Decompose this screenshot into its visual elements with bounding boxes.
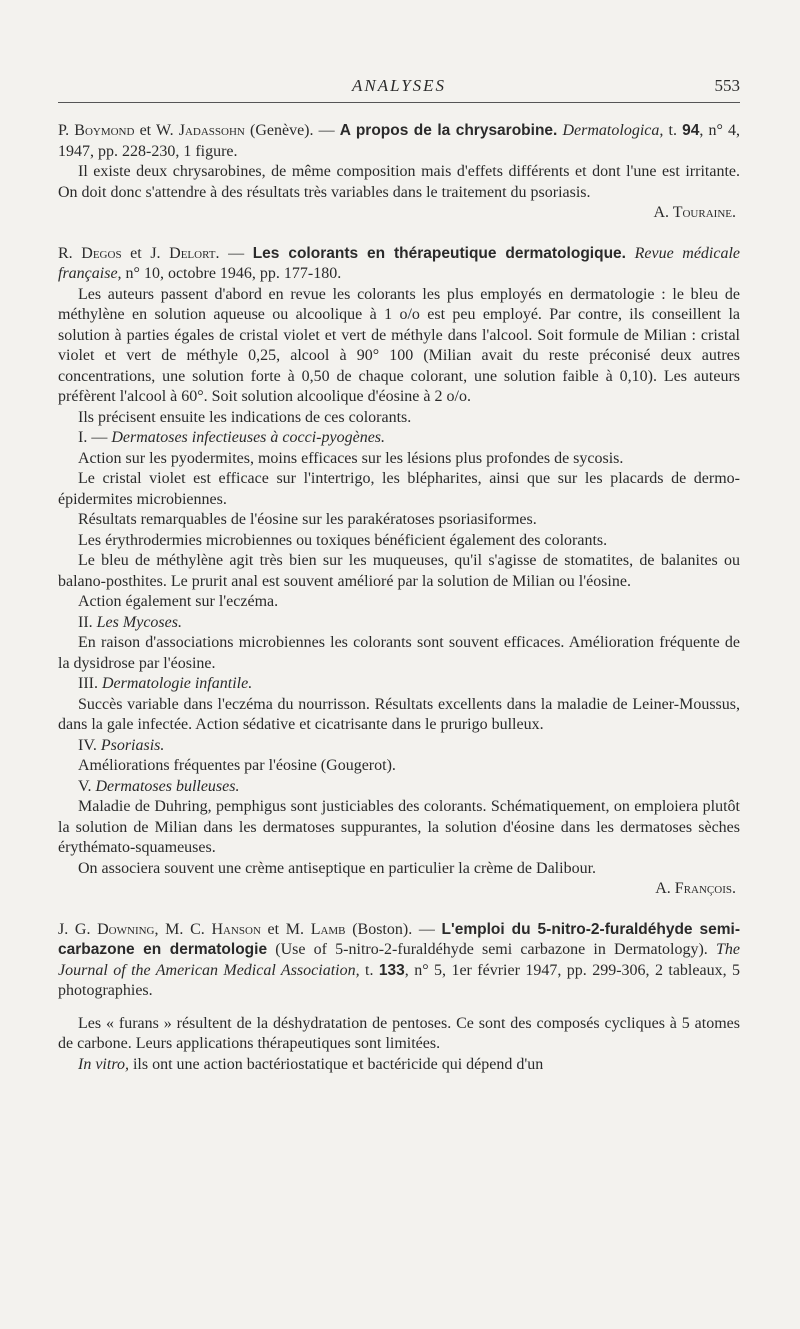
section-heading: IV. Psoriasis.	[78, 736, 165, 754]
author-name: Boymond	[74, 122, 135, 139]
volume-number: 133	[378, 961, 405, 979]
running-title: ANALYSES	[351, 76, 447, 95]
article-reference: P. Boymond et W. Jadassohn (Genève). — A propos de la chrysarobine. Dermatologica, t. 94, n° 4, 1947, pp. 228-230, 1 figure.	[58, 122, 741, 160]
paragraph: Action sur les pyodermites, moins efficaces sur les lésions plus profondes de sycosis.	[78, 449, 624, 467]
page-header	[58, 70, 740, 103]
article-boymond	[58, 121, 740, 224]
paragraph: En raison d'associations microbiennes les colorants sont souvent efficaces. Amélioration fréquente de la dysidrose par l'éosine.	[58, 634, 740, 672]
paragraph: Le bleu de méthylène agit très bien sur les muqueuses, qu'il s'agisse de stomatites, de balanites ou balano-posthites. Le prurit anal est souvent amélioré par la solution de Milian ou l'éosine.	[58, 552, 740, 590]
article-title: A propos de la chrysarobine.	[339, 122, 558, 139]
article-reference: R. Degos et J. Delort. — Les colorants en thérapeutique dermatologique. Revue médicale française, n° 10, octobre 1946, pp. 177-180.	[58, 244, 741, 282]
article-title: Les colorants en thérapeutique dermatologique.	[252, 244, 626, 262]
paragraph: Ils précisent ensuite les indications de ces colorants.	[78, 408, 412, 426]
article-subtitle: (Use of 5-nitro-2-furaldéhyde semi carbazone in Dermatology).	[267, 941, 716, 958]
page-content	[58, 121, 740, 1075]
author-name: Downing	[97, 920, 155, 938]
volume-number: 94	[682, 122, 700, 139]
page-number: 553	[714, 76, 740, 95]
author-name: Jadassohn	[178, 122, 245, 139]
document-page	[58, 70, 740, 1075]
paragraph: Améliorations fréquentes par l'éosine (Gougerot).	[78, 757, 396, 774]
paragraph: Les « furans » résultent de la déshydratation de pentoses. Ce sont des composés cycliques à 5 atomes de carbone. Leurs applications thérapeutiques sont limitées.	[58, 1014, 740, 1052]
paragraph: Maladie de Duhring, pemphigus sont justiciables des colorants. Schématiquement, on emploiera plutôt la solution de Milian dans les dermatoses suppurantes, la solution d'éosine dans les dermatoses sèches érythémato-squameuses.	[58, 798, 740, 856]
paragraph: Les auteurs passent d'abord en revue les colorants les plus employés en dermatologie : le bleu de méthylène en solution aqueuse ou alcoolique à 1 o/o est peu employé. Par contre, ils conseillent la solution à parties égales de cristal violet et vert de méthyle dans l'alcool. Soit formule de Milian : cristal violet et vert de méthyle 0,25, alcool à 90° 100 (Milian avait du reste préconisé deux autres concentrations, une solution forte à 0,50 de chaque colorant, une solution faible à 0,10). Les auteurs préfèrent l'alcool à 60°. Soit solution alcoolique d'éosine à 2 o/o.	[58, 285, 740, 405]
author-name: Lamb	[310, 920, 346, 938]
section-heading: I. — Dermatoses infectieuses à cocci-pyogènes.	[78, 429, 386, 446]
section-heading: II. Les Mycoses.	[78, 613, 182, 631]
journal-name: Revue médicale française,	[58, 244, 741, 282]
article-reference: J. G. Downing, M. C. Hanson et M. Lamb (Boston). — L'emploi du 5-nitro-2-furaldéhyde semi-carbazone en dermatologie (Use of 5-nitro-2-furaldéhyde semi carbazone in Dermatology). The Journal of the American Medical Association, t. 133, n° 5, 1er février 1947, pp. 299-306, 2 tableaux, 5 photographies.	[58, 920, 741, 999]
reviewer-signature: A. François.	[655, 880, 736, 897]
section-heading: V. Dermatoses bulleuses.	[78, 777, 240, 795]
journal-name: The Journal of the American Medical Association,	[58, 941, 740, 979]
author-name: Degos	[81, 244, 122, 262]
article-downing	[58, 920, 740, 1076]
journal-name: Dermatologica,	[557, 122, 664, 139]
paragraph: Le cristal violet est efficace sur l'intertrigo, les blépharites, ainsi que sur les placards de dermo-épidermites microbiennes.	[58, 470, 740, 508]
reviewer-signature: A. Touraine.	[653, 204, 736, 221]
article-degos	[58, 244, 740, 900]
paragraph: Succès variable dans l'eczéma du nourrisson. Résultats excellents dans la maladie de Leiner-Moussus, dans la gale infectée. Action sédative et cicatrisante dans le prurigo bulleux.	[58, 695, 740, 733]
paragraph: Il existe deux chrysarobines, de même composition mais d'effets différents et dont l'une est irritante. On doit donc s'attendre à des résultats très variables dans le traitement du psoriasis.	[58, 163, 740, 201]
author-name: Hanson	[211, 920, 261, 938]
paragraph: Résultats remarquables de l'éosine sur les parakératoses psoriasiformes.	[78, 511, 537, 528]
section-heading: III. Dermatologie infantile.	[78, 675, 253, 692]
paragraph: Action également sur l'eczéma.	[78, 593, 279, 610]
article-title: L'emploi du 5-nitro-2-furaldéhyde semi-carbazone en dermatologie	[58, 920, 741, 958]
author-name: Delort	[169, 244, 216, 262]
paragraph: In vitro, ils ont une action bactériostatique et bactéricide qui dépend d'un	[78, 1055, 544, 1073]
paragraph: On associera souvent une crème antiseptique en particulier la crème de Dalibour.	[78, 859, 597, 877]
paragraph: Les érythrodermies microbiennes ou toxiques bénéficient également des colorants.	[78, 531, 608, 549]
